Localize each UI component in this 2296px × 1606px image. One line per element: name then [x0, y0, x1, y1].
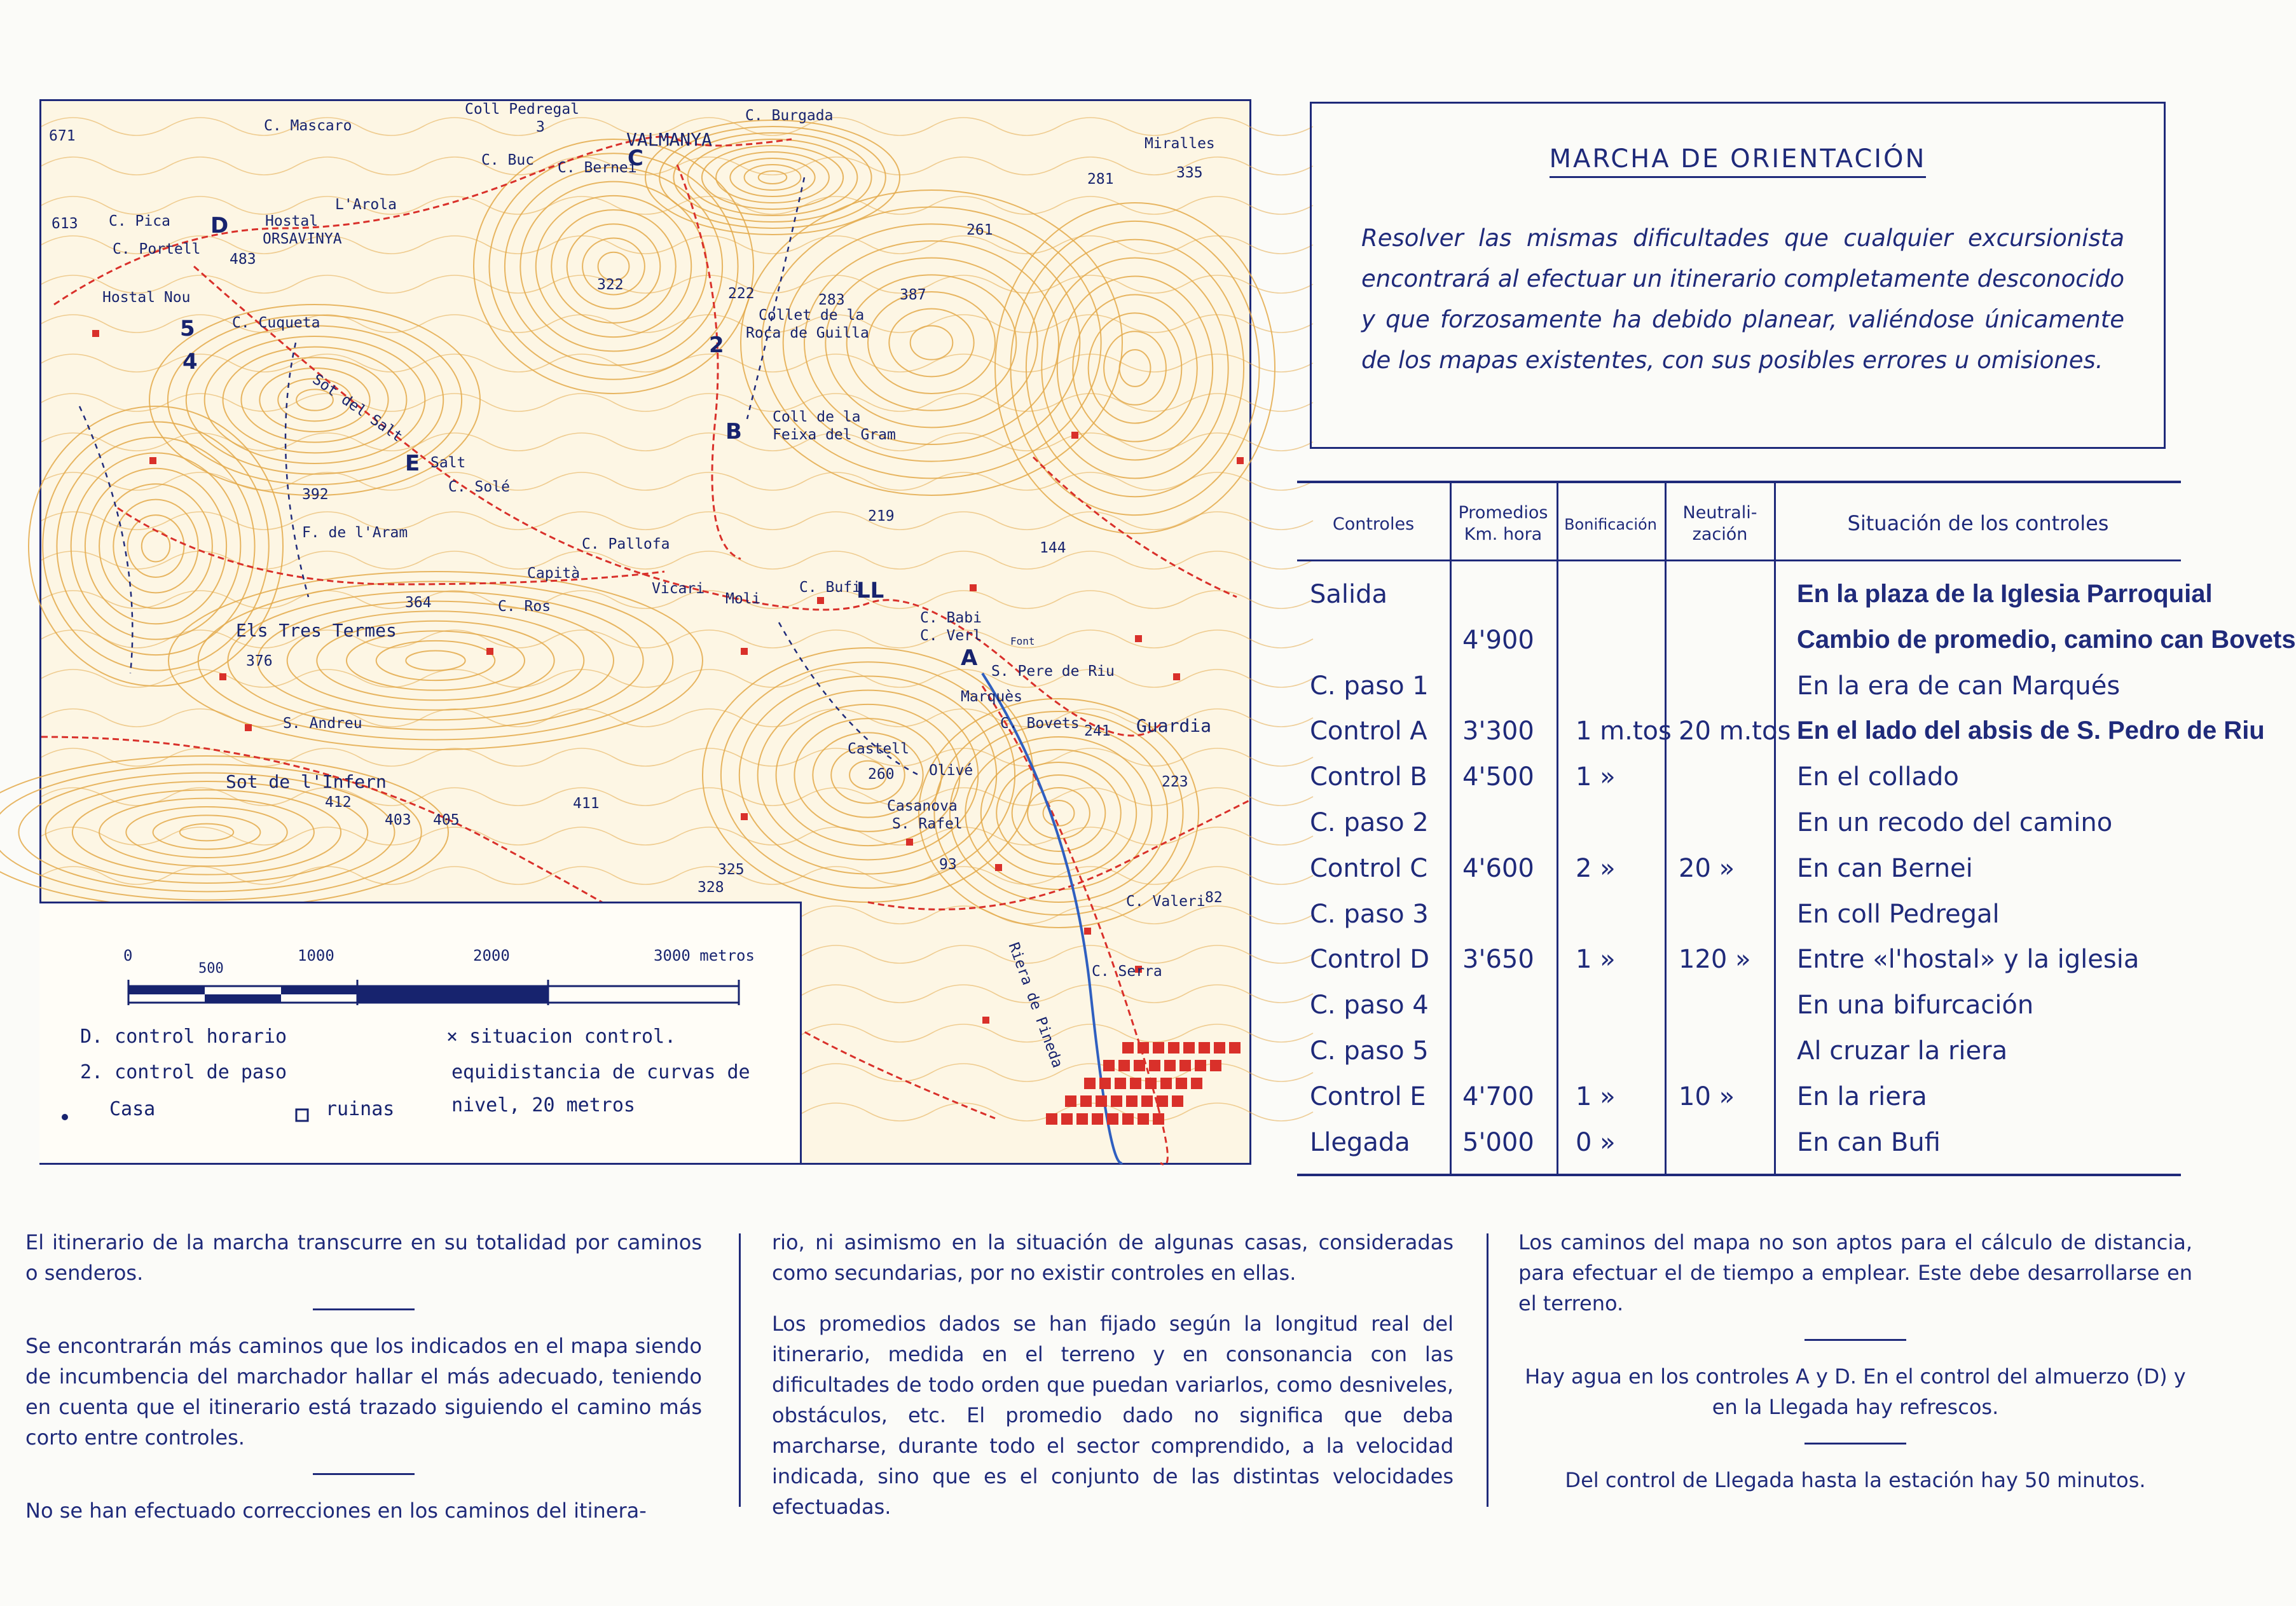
contour-line	[71, 453, 241, 639]
cell-promedio: 4'700	[1462, 1081, 1534, 1111]
map-label: Feixa del Gram	[773, 427, 896, 443]
house-marker	[1135, 635, 1142, 642]
separator	[313, 1308, 415, 1310]
map-label: VALMANYA	[626, 129, 712, 150]
map-control-marker: D	[210, 213, 229, 238]
contour-line	[41, 551, 1313, 569]
map-label: 223	[1162, 774, 1188, 790]
house-marker	[92, 330, 99, 337]
town-block	[1191, 1078, 1202, 1089]
note-paragraph: Los promedios dados se han fijado según la longitud real del itinerario, medida en el terreno y en consonancia con las dificultades de todo orden que puedan variarlos, como desniveles, obstáculos, etc. El promedio dado no significa que deba marcharse, durante todo el sector comprendido, a la velocidad indicada, sino que es el conjunto de las distintas velocidades efectuadas.	[772, 1312, 1454, 1519]
town-block	[1076, 1113, 1088, 1125]
cell-bonificacion: 1 »	[1576, 762, 1616, 792]
map-label: C. Babi	[920, 610, 982, 626]
map-label: S. Andreu	[283, 715, 362, 732]
map-label: C. Pica	[109, 213, 170, 230]
map-label: Collet de la	[759, 307, 865, 324]
cell-situacion: En can Bufi	[1797, 1127, 1941, 1157]
town-block	[1134, 1060, 1145, 1071]
map-label: Hostal	[265, 213, 319, 230]
contour-line	[1028, 788, 1090, 839]
map-legend	[39, 902, 802, 1163]
contour-line	[41, 630, 1313, 648]
contour-line	[551, 210, 676, 323]
column-divider	[739, 1233, 741, 1507]
contour-line	[41, 669, 1313, 687]
cell-control: Control A	[1310, 717, 1427, 746]
map-label: Marquès	[961, 689, 1022, 705]
map-label: C. Valeri	[1126, 893, 1206, 910]
notes-column-1	[25, 1227, 702, 1546]
contour-line	[996, 762, 1121, 864]
map-label: 93	[939, 856, 957, 873]
map-label: 261	[966, 222, 993, 238]
house-marker	[245, 724, 252, 731]
cell-situacion: Entre «l'hostal» y la iglesia	[1797, 945, 2140, 975]
town-block	[1176, 1078, 1187, 1089]
map-label: 613	[52, 216, 78, 232]
contour-line	[99, 484, 212, 608]
legend-item: ruinas	[326, 1098, 395, 1120]
town-block	[1080, 1095, 1092, 1107]
town-block	[1096, 1095, 1107, 1107]
table-header: Bonificación	[1564, 516, 1657, 533]
cell-situacion: En coll Pedregal	[1797, 899, 2000, 929]
map-label: Sot de l'Infern	[226, 771, 387, 792]
cell-promedio: 4'500	[1462, 762, 1534, 792]
cell-situacion: En can Bernei	[1797, 853, 1973, 883]
contour-line	[981, 750, 1136, 877]
contour-line	[41, 196, 1313, 214]
scale-tick: 2000	[473, 947, 510, 964]
cell-situacion: En la riera	[1797, 1081, 1927, 1111]
contour-line	[72, 790, 341, 874]
map-label: C. Bernei	[558, 160, 637, 176]
map-label: C. Buc	[481, 152, 535, 168]
scale-tick: 0	[123, 947, 133, 964]
town-block	[1145, 1078, 1157, 1089]
cell-neutralizacion: 20 »	[1679, 853, 1735, 883]
town-block	[1172, 1095, 1183, 1107]
column-divider	[1487, 1233, 1488, 1507]
contour-line	[520, 182, 706, 352]
note-paragraph: Del control de Llegada hasta la estación hay 50 minutos.	[1565, 1468, 2146, 1492]
town-block	[1126, 1095, 1138, 1107]
contour-line	[567, 224, 661, 308]
table-header: Controles	[1332, 514, 1415, 534]
contour-line	[911, 326, 953, 359]
contour-line	[847, 275, 1017, 410]
map-control-marker: C	[628, 146, 643, 171]
map-label: C. Verl	[920, 628, 982, 644]
town-block	[1138, 1042, 1149, 1054]
map-label: S. Rafel	[892, 816, 963, 832]
map-label: 144	[1040, 540, 1066, 556]
cell-promedio: 3'650	[1462, 945, 1534, 975]
contour-line	[128, 515, 184, 577]
map-label: C. Burgada	[745, 107, 834, 124]
contour-line	[741, 190, 1122, 495]
town-block	[1103, 1060, 1115, 1071]
map-label: 82	[1205, 889, 1223, 906]
town-block	[1065, 1095, 1076, 1107]
map-label: Font	[1010, 635, 1035, 647]
map-label: Riera de Pineda	[1005, 940, 1066, 1071]
map-label: 392	[302, 486, 329, 503]
map-label: C. Cuqueta	[232, 315, 320, 331]
map-label: Coll de la	[773, 409, 861, 425]
contour-line	[783, 224, 1080, 461]
contour-line	[716, 152, 829, 203]
map-label: 281	[1087, 171, 1114, 188]
map-control-marker: A	[961, 645, 978, 671]
cell-control: Control D	[1310, 945, 1430, 975]
contour-line	[889, 309, 973, 377]
separator	[313, 1473, 415, 1475]
map-control-marker: B	[725, 419, 742, 444]
title-box	[1310, 102, 2166, 449]
house-marker	[149, 457, 156, 464]
contour-line	[489, 153, 738, 380]
contour-line	[41, 472, 1313, 490]
contour-line	[536, 196, 691, 337]
contour-line	[223, 347, 407, 453]
house-marker	[219, 673, 226, 680]
legend-item: D. control horario	[80, 1026, 287, 1048]
contour-line	[1073, 294, 1197, 441]
map-label: S. Pere de Riu	[991, 663, 1115, 680]
town-block	[1199, 1042, 1210, 1054]
cell-control: C. paso 2	[1310, 808, 1429, 837]
map-label: 283	[818, 292, 845, 308]
cell-situacion: Cambio de promedio, camino can Bovets	[1797, 625, 2296, 654]
town-block	[1118, 1060, 1130, 1071]
map-label: 483	[230, 251, 256, 268]
town-block	[1099, 1078, 1111, 1089]
notes-column-3	[1518, 1227, 2192, 1516]
note-paragraph: No se han efectuado correcciones en los caminos del itinera-	[25, 1499, 647, 1523]
map-label: Els Tres Termes	[236, 620, 397, 641]
page-title: MARCHA DE ORIENTACIÓN	[1312, 144, 2164, 174]
cell-control: C. paso 5	[1310, 1036, 1429, 1066]
cell-situacion: En el lado del absis de S. Pedro de Riu	[1797, 717, 2265, 745]
house-marker	[1071, 432, 1078, 439]
contour-line	[1041, 258, 1228, 479]
map-label: 222	[728, 285, 755, 302]
cell-bonificacion: 1 m.tos	[1576, 717, 1672, 746]
contour-line	[1026, 240, 1244, 497]
map-label: C. Bufi	[799, 579, 861, 596]
map-control-marker: 5	[180, 316, 195, 341]
table-top-rule	[1297, 481, 2181, 483]
map-label: Hostal Nou	[102, 289, 191, 306]
map-label: F. de l'Aram	[302, 525, 408, 541]
trail-path	[982, 686, 1167, 1165]
separator	[1804, 1339, 1906, 1341]
house-marker	[1237, 457, 1244, 464]
scale-tick: 3000 metros	[654, 947, 755, 964]
cell-promedio: 5'000	[1462, 1127, 1534, 1157]
table-header: Neutrali- zación	[1682, 503, 1757, 544]
map-label: Olivé	[929, 762, 973, 779]
contour-line	[41, 433, 1313, 451]
map-label: 219	[868, 508, 895, 525]
contour-line	[759, 171, 787, 184]
contour-line	[46, 781, 368, 883]
cell-control: Control B	[1310, 762, 1427, 792]
map-label: Miralles	[1145, 135, 1215, 152]
town-block	[1122, 1113, 1134, 1125]
cell-neutralizacion: 120 »	[1679, 945, 1751, 975]
map-label: C. Solé	[448, 479, 510, 495]
house-marker	[982, 1017, 989, 1024]
map-label: 671	[49, 128, 76, 144]
map-label: C. Serra	[1092, 963, 1162, 980]
map-label: C. Mascaro	[264, 118, 352, 134]
town-block	[1153, 1042, 1164, 1054]
map-label: 412	[325, 794, 352, 811]
contour-line	[934, 711, 1183, 915]
town-block	[1115, 1078, 1126, 1089]
cell-control: C. paso 1	[1310, 671, 1429, 701]
map-label: 376	[246, 653, 273, 669]
map-label: Moli	[725, 591, 761, 607]
cell-control: C. paso 4	[1310, 991, 1429, 1020]
house-marker	[995, 864, 1002, 871]
table-header-rule	[1297, 559, 2181, 561]
table-col-divider	[1450, 483, 1452, 1174]
contour-line	[29, 406, 283, 686]
map-label: C. Ros	[498, 598, 551, 615]
town-block	[1092, 1113, 1103, 1125]
cell-situacion: En una bifurcación	[1797, 991, 2034, 1020]
town-block	[1164, 1060, 1176, 1071]
table-header: Promedios Km. hora	[1458, 503, 1548, 544]
cell-situacion: Al cruzar la riera	[1797, 1036, 2008, 1066]
table-col-divider	[1557, 483, 1558, 1174]
table-col-divider	[1665, 483, 1667, 1174]
map-label: Guardia	[1136, 715, 1212, 736]
legend-item: Casa	[109, 1098, 156, 1120]
notes-column-2	[772, 1227, 1454, 1542]
house-marker	[817, 597, 824, 604]
contour-line	[1120, 350, 1151, 387]
map-label: L'Arola	[335, 196, 397, 213]
cell-promedio: 4'900	[1462, 625, 1534, 655]
contour-line	[153, 815, 261, 849]
legend-item: equidistancia de curvas de	[451, 1061, 750, 1083]
map-label: Coll Pedregal	[465, 101, 580, 118]
house-marker	[486, 648, 493, 655]
cell-bonificacion: 1 »	[1576, 1081, 1616, 1111]
cell-situacion: En la era de can Marqués	[1797, 671, 2121, 701]
map-label: 364	[405, 594, 432, 611]
cell-bonificacion: 1 »	[1576, 945, 1616, 975]
map-label: Capità	[527, 565, 581, 582]
note-paragraph: El itinerario de la marcha transcurre en su totalidad por caminos o senderos.	[25, 1230, 702, 1285]
cell-situacion: En el collado	[1797, 762, 1959, 792]
town-block	[1138, 1113, 1149, 1125]
town-block	[1107, 1113, 1118, 1125]
cell-control: Control C	[1310, 853, 1428, 883]
legend-item: nivel, 20 metros	[451, 1094, 635, 1116]
map-label: 241	[1084, 723, 1111, 739]
cell-control: C. paso 3	[1310, 899, 1429, 929]
town-block	[1214, 1042, 1225, 1054]
town-block	[1141, 1095, 1153, 1107]
town-block	[1111, 1095, 1122, 1107]
map-label: Vicari	[652, 580, 705, 597]
map-label: 411	[573, 795, 600, 812]
cell-bonificacion: 2 »	[1576, 853, 1616, 883]
map-control-marker: LL	[856, 578, 884, 603]
intro-text: Resolver las mismas dificultades que cualquier excursionista encontrará al efectuar un itinerario completamente desconocido y que forzosamente ha debido planear, valiéndose únicamente de los mapas existentes, con sus posibles errores u omisiones.	[1361, 224, 2124, 374]
map-label: Casanova	[887, 798, 958, 814]
town-block	[1122, 1042, 1134, 1054]
map-label: Castell	[848, 741, 909, 757]
contour-line	[41, 394, 1313, 411]
contour-line	[702, 146, 843, 209]
table-bottom-rule	[1297, 1174, 2181, 1176]
town-block	[1157, 1095, 1168, 1107]
town-block	[1229, 1042, 1241, 1054]
town-block	[1195, 1060, 1206, 1071]
map-label: ORSAVINYA	[263, 231, 342, 247]
town-block	[1061, 1113, 1073, 1125]
town-block	[1153, 1113, 1164, 1125]
note-paragraph: Los caminos del mapa no son aptos para el cálculo de distancia, para efectuar el de tiempo a emplear. Este debe desarrollarse en el terreno.	[1518, 1230, 2192, 1315]
table-col-divider	[1774, 483, 1776, 1174]
town-block	[1046, 1113, 1057, 1125]
map-control-marker: 4	[182, 349, 198, 374]
town-block	[1160, 1078, 1172, 1089]
map-label: Roca de Guilla	[746, 325, 869, 341]
contour-line	[1104, 331, 1166, 405]
contour-line	[241, 357, 388, 442]
cell-bonificacion: 0 »	[1576, 1127, 1616, 1157]
cell-promedio: 4'600	[1462, 853, 1534, 883]
contour-line	[41, 748, 1313, 766]
legend-item: 2. control de paso	[80, 1061, 287, 1083]
note-paragraph: Se encontrarán más caminos que los indicados en el mapa siendo de incumbencia del marchador hallar el más adecuado, teniendo en cuenta que el itinerario está trazado siguiendo el camino más corto entre controles.	[25, 1334, 702, 1450]
cell-situacion: En un recodo del camino	[1797, 808, 2113, 837]
map-label: C. Portell	[113, 241, 201, 257]
map-label: 325	[718, 861, 745, 878]
house-marker	[1173, 673, 1180, 680]
cell-promedio: 3'300	[1462, 717, 1534, 746]
map-label: 405	[433, 812, 460, 828]
cell-neutralizacion: 20 m.tos	[1679, 717, 1791, 746]
contour-line	[1057, 277, 1213, 460]
note-paragraph: rio, ni asimismo en la situación de algunas casas, consideradas como secundarias, por no existir controles en ellas.	[772, 1230, 1454, 1285]
town-block	[1183, 1042, 1195, 1054]
contour-line	[258, 601, 614, 720]
contour-line	[57, 437, 254, 655]
contour-line	[965, 737, 1151, 889]
map-label: 328	[698, 879, 724, 896]
cell-neutralizacion: 10 »	[1679, 1081, 1735, 1111]
map-control-marker: E	[405, 451, 420, 476]
map-label: 260	[868, 766, 895, 783]
house-marker	[906, 839, 913, 846]
scale-tick: 1000	[298, 947, 334, 964]
cell-control: Salida	[1310, 580, 1388, 609]
separator	[1804, 1443, 1906, 1445]
house-marker	[1084, 928, 1091, 935]
town-block	[1149, 1060, 1160, 1071]
house-marker	[970, 584, 977, 591]
table-header: Situación de los controles	[1847, 511, 2109, 535]
house-marker	[741, 648, 748, 655]
town-block	[1179, 1060, 1191, 1071]
contour-line	[406, 650, 465, 670]
map-label: C. Bovets	[1000, 715, 1080, 732]
map-label: 387	[900, 287, 926, 303]
map-label: 3	[536, 119, 545, 135]
map-label: C. Pallofa	[582, 536, 670, 552]
cell-control: Llegada	[1310, 1127, 1410, 1157]
contour-line	[745, 165, 801, 190]
legend-item: × situacion control.	[446, 1026, 677, 1048]
map-control-marker: 2	[709, 333, 724, 358]
cell-situacion: En la plaza de la Iglesia Parroquial	[1797, 580, 2213, 608]
town-block	[1210, 1060, 1221, 1071]
contour-line	[99, 799, 314, 867]
map-label: 403	[385, 812, 411, 828]
trail-path	[677, 165, 741, 559]
note-paragraph: Hay agua en los controles A y D. En el control del almuerzo (D) y en la Llegada hay refrescos.	[1525, 1364, 2186, 1419]
contour-line	[868, 292, 995, 394]
map-label: Sot del Salt	[309, 371, 406, 446]
map-label: 322	[597, 277, 624, 293]
contour-line	[126, 807, 287, 858]
town-block	[1130, 1078, 1141, 1089]
map-label: Salt	[430, 455, 466, 471]
town-block	[1084, 1078, 1096, 1089]
town-block	[1168, 1042, 1179, 1054]
map-label: 335	[1176, 165, 1203, 181]
cell-control: Control E	[1310, 1081, 1426, 1111]
house-marker	[741, 813, 748, 820]
scale-tick: 500	[198, 961, 224, 977]
